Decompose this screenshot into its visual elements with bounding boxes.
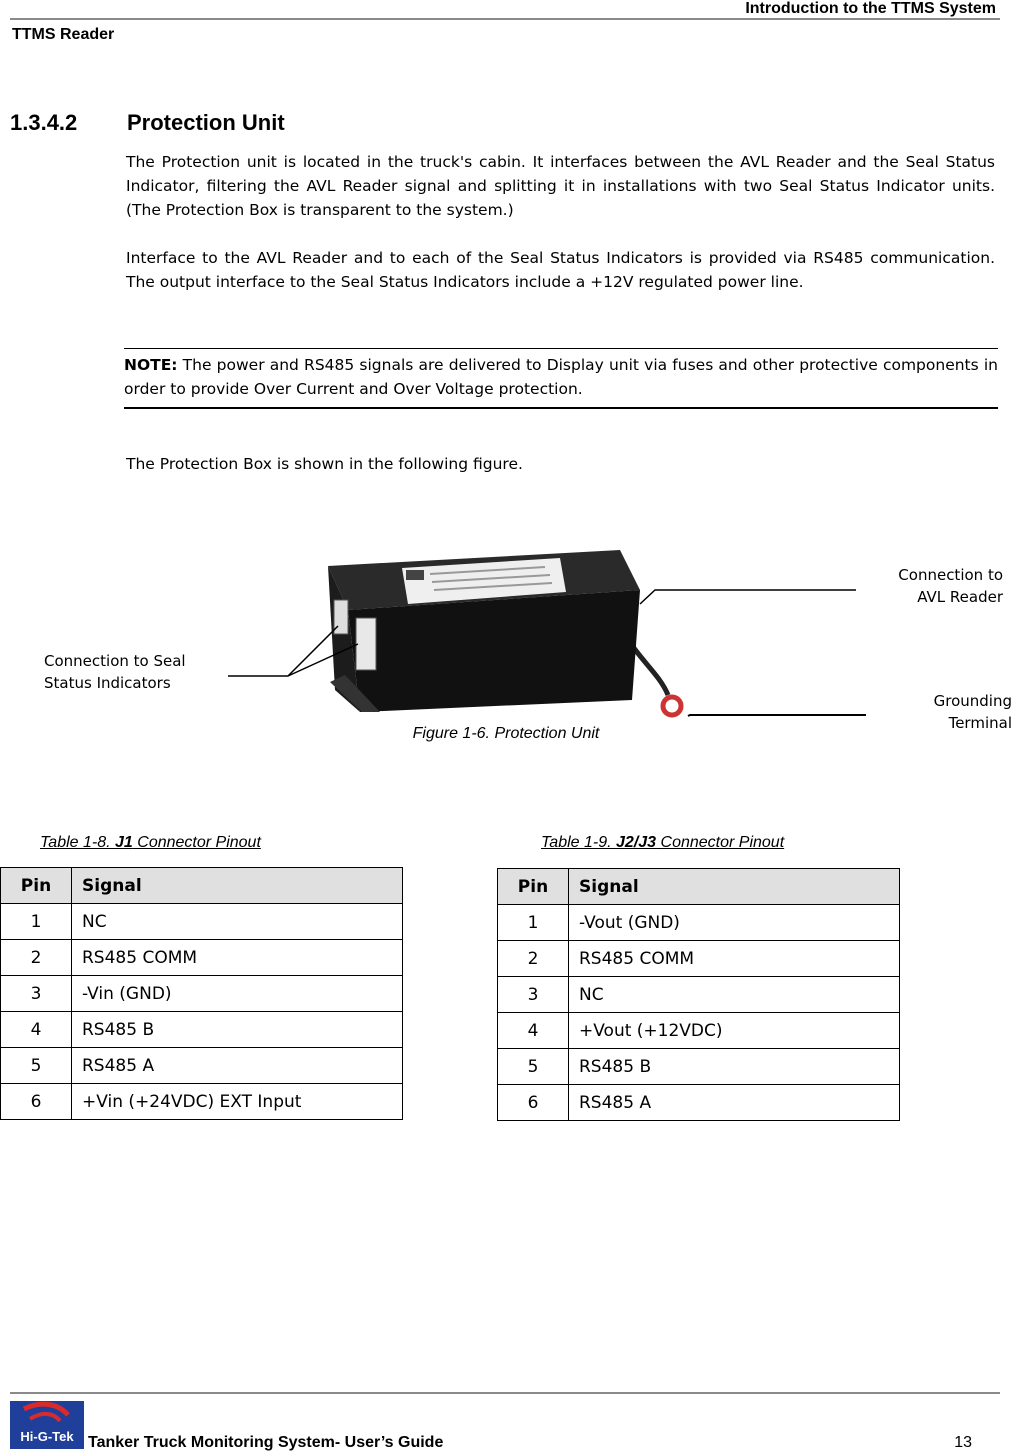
table2-caption-suffix: Connector Pinout bbox=[656, 834, 785, 851]
table-row bbox=[1, 904, 403, 940]
table2-caption-prefix: Table 1-9. bbox=[541, 834, 617, 851]
footer-rule bbox=[10, 1392, 1000, 1394]
callout-ground-line2: Terminal bbox=[948, 714, 1012, 732]
column-header-signal: Signal bbox=[569, 869, 900, 905]
table-header-row bbox=[498, 869, 900, 905]
table1-caption bbox=[40, 834, 261, 852]
table-row bbox=[498, 1049, 900, 1085]
signal-cell: RS485 COMM bbox=[72, 940, 403, 976]
paragraph-intro: The Protection unit is located in the truck's cabin. It interfaces between the AVL Reader and the Seal Status Indicator, filtering the AVL Reader signal and splitting it in installations with two Seal Status Indicator units. (The Protection Box is transparent to the system.) bbox=[126, 153, 995, 219]
table1-caption-bold: J1 bbox=[115, 834, 133, 851]
table-row bbox=[498, 1013, 900, 1049]
pin-cell: 5 bbox=[498, 1049, 569, 1085]
pin-cell: 2 bbox=[1, 940, 72, 976]
table-row bbox=[1, 1012, 403, 1048]
pin-cell: 2 bbox=[498, 941, 569, 977]
table1-caption-prefix: Table 1-8. bbox=[40, 834, 116, 851]
signal-cell: RS485 COMM bbox=[569, 941, 900, 977]
grounding-terminal-icon bbox=[663, 697, 681, 715]
table2-caption-bold: J2/J3 bbox=[616, 834, 657, 851]
pin-cell: 1 bbox=[1, 904, 72, 940]
callout-seal-line1: Connection to Seal bbox=[44, 652, 186, 670]
note-label: NOTE: bbox=[124, 356, 178, 374]
pin-cell: 5 bbox=[1, 1048, 72, 1084]
column-header-signal: Signal bbox=[72, 868, 403, 904]
table-row bbox=[1, 976, 403, 1012]
table-row bbox=[1, 1048, 403, 1084]
section-title: Protection Unit bbox=[127, 110, 285, 135]
column-header-pin: Pin bbox=[498, 869, 569, 905]
hi-g-tek-logo bbox=[10, 1401, 84, 1449]
protection-box-illustration bbox=[0, 500, 1012, 740]
table-row bbox=[498, 905, 900, 941]
header-section: TTMS Reader bbox=[12, 26, 115, 43]
signal-cell: +Vout (+12VDC) bbox=[569, 1013, 900, 1049]
table2-caption bbox=[541, 834, 784, 852]
pin-cell: 4 bbox=[1, 1012, 72, 1048]
svg-text:Hi-G-Tek: Hi-G-Tek bbox=[20, 1429, 74, 1444]
note-box bbox=[124, 348, 998, 409]
table-header-row bbox=[1, 868, 403, 904]
signal-cell: NC bbox=[72, 904, 403, 940]
table-row bbox=[498, 1085, 900, 1121]
signal-cell: RS485 B bbox=[72, 1012, 403, 1048]
paragraph-figure-intro: The Protection Box is shown in the following figure. bbox=[126, 455, 523, 473]
figure-caption: Figure 1-6. Protection Unit bbox=[412, 725, 600, 742]
pin-cell: 1 bbox=[498, 905, 569, 941]
table-row bbox=[498, 977, 900, 1013]
pin-cell: 6 bbox=[1, 1084, 72, 1120]
signal-cell: RS485 A bbox=[569, 1085, 900, 1121]
pin-cell: 3 bbox=[498, 977, 569, 1013]
callout-avl-line2: AVL Reader bbox=[917, 588, 1003, 606]
page-number: 13 bbox=[954, 1434, 972, 1451]
header-chapter: Introduction to the TTMS System bbox=[745, 0, 996, 17]
j2-j3-pinout-table bbox=[497, 868, 900, 1121]
signal-cell: NC bbox=[569, 977, 900, 1013]
j1-pinout-table bbox=[0, 867, 403, 1120]
callout-seal-line2: Status Indicators bbox=[44, 674, 171, 692]
protection-unit-figure bbox=[0, 500, 1012, 740]
callout-avl-line1: Connection to bbox=[898, 566, 1003, 584]
signal-cell: -Vout (GND) bbox=[569, 905, 900, 941]
seal-connector-icon bbox=[356, 618, 376, 670]
table1-caption-suffix: Connector Pinout bbox=[132, 834, 261, 851]
callout-ground-line1: Grounding bbox=[933, 692, 1012, 710]
signal-cell: -Vin (GND) bbox=[72, 976, 403, 1012]
pin-cell: 3 bbox=[1, 976, 72, 1012]
table-row bbox=[1, 940, 403, 976]
signal-cell: RS485 A bbox=[72, 1048, 403, 1084]
table-row bbox=[498, 941, 900, 977]
column-header-pin: Pin bbox=[1, 868, 72, 904]
footer-title: Tanker Truck Monitoring System- User’s Guide bbox=[88, 1434, 444, 1451]
note-text: The power and RS485 signals are delivered to Display unit via fuses and other protective components in order to provide Over Current and Over Voltage protection. bbox=[124, 356, 998, 398]
paragraph-interface: Interface to the AVL Reader and to each of the Seal Status Indicators is provided via RS485 communication. The output interface to the Seal Status Indicators include a +12V regulated power line. bbox=[126, 249, 995, 291]
table-row bbox=[1, 1084, 403, 1120]
section-number: 1.3.4.2 bbox=[10, 110, 78, 135]
callout-avl-reader bbox=[898, 564, 1003, 608]
header-rule bbox=[10, 18, 1000, 20]
pin-cell: 6 bbox=[498, 1085, 569, 1121]
callout-seal-status bbox=[44, 650, 186, 694]
signal-cell: RS485 B bbox=[569, 1049, 900, 1085]
pin-cell: 4 bbox=[498, 1013, 569, 1049]
signal-cell: +Vin (+24VDC) EXT Input bbox=[72, 1084, 403, 1120]
